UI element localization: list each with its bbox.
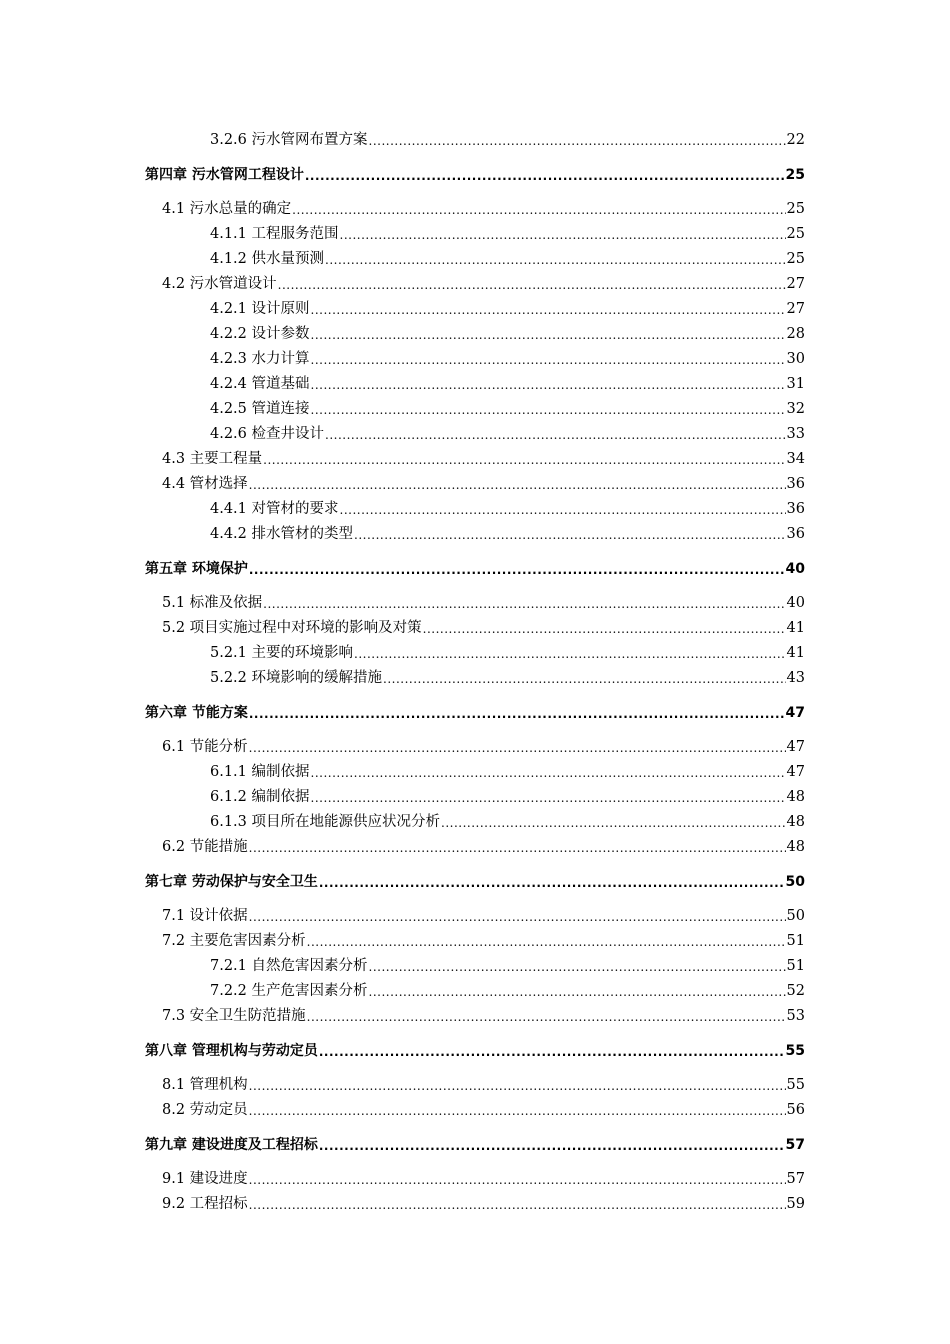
dot-leader [292,202,785,218]
toc-page-number: 30 [786,351,805,367]
dot-leader [340,227,786,243]
dot-leader [249,1078,786,1094]
dot-leader [305,168,785,184]
toc-subsection-entry[interactable] [0,369,950,393]
toc-subsection-entry[interactable] [0,976,950,1000]
toc-entry-title: 8.2 劳动定员 [162,1102,248,1118]
toc-section-entry[interactable] [0,269,950,293]
toc-page-number: 55 [785,1043,805,1059]
toc-entry-title: 4.2.2 设计参数 [210,326,310,342]
toc-subsection-entry[interactable] [0,782,950,806]
toc-subsection-entry[interactable] [0,294,950,318]
toc-chapter-entry[interactable] [0,1130,950,1154]
toc-entry-title: 6.1 节能分析 [162,739,248,755]
dot-leader [319,1044,785,1060]
toc-entry-title: 4.1 污水总量的确定 [162,201,292,217]
toc-page-number: 33 [786,426,805,442]
dot-leader [249,840,786,856]
dot-leader [307,934,786,950]
dot-leader [263,452,785,468]
toc-entry-title: 7.3 安全卫生防范措施 [162,1008,306,1024]
toc-page-number: 36 [786,526,805,542]
toc-entry-title: 4.2.6 检查井设计 [210,426,325,442]
toc-entry-title: 第九章 建设进度及工程招标 [145,1137,318,1153]
dot-leader [325,427,786,443]
toc-page-number: 40 [786,595,805,611]
toc-entry-title: 7.2.2 生产危害因素分析 [210,983,368,999]
dot-leader [369,984,786,1000]
toc-subsection-entry[interactable] [0,807,950,831]
toc-page-number: 22 [786,132,805,148]
toc-entry-title: 6.1.1 编制依据 [210,764,310,780]
toc-chapter-entry[interactable] [0,554,950,578]
toc-subsection-entry[interactable] [0,757,950,781]
toc-section-entry[interactable] [0,901,950,925]
dot-leader [249,1197,786,1213]
toc-page-number: 25 [786,201,805,217]
toc-section-entry[interactable] [0,1001,950,1025]
toc-entry-title: 4.1.2 供水量预测 [210,251,325,267]
dot-leader [325,252,786,268]
toc-entry-title: 4.1.1 工程服务范围 [210,226,339,242]
toc-entry-title: 4.2.5 管道连接 [210,401,310,417]
toc-page-number: 34 [786,451,805,467]
dot-leader [383,671,786,687]
toc-section-entry[interactable] [0,1070,950,1094]
dot-leader [423,621,786,637]
toc-page-number: 25 [786,251,805,267]
toc-page-number: 43 [786,670,805,686]
toc-entry-title: 4.2.4 管道基础 [210,376,310,392]
toc-entry-title: 5.2.1 主要的环境影响 [210,645,354,661]
toc-page-number: 48 [786,789,805,805]
toc-section-entry[interactable] [0,194,950,218]
toc-page-number: 50 [786,908,805,924]
toc-section-entry[interactable] [0,1189,950,1213]
toc-subsection-entry[interactable] [0,244,950,268]
dot-leader [311,377,786,393]
toc-page-number: 48 [786,814,805,830]
toc-chapter-entry[interactable] [0,867,950,891]
dot-leader [311,352,786,368]
toc-entry-title: 9.2 工程招标 [162,1196,248,1212]
toc-page-number: 41 [786,645,805,661]
toc-section-entry[interactable] [0,613,950,637]
dot-leader [249,477,786,493]
toc-subsection-entry[interactable] [0,344,950,368]
toc-page-number: 47 [786,764,805,780]
toc-page-number: 36 [786,501,805,517]
dot-leader [311,302,786,318]
dot-leader [311,327,786,343]
toc-entry-title: 4.2.1 设计原则 [210,301,310,317]
toc-entry-title: 4.4 管材选择 [162,476,248,492]
toc-chapter-entry[interactable] [0,160,950,184]
dot-leader [249,706,785,722]
toc-subsection-entry[interactable] [0,219,950,243]
toc-entry-title: 5.2.2 环境影响的缓解措施 [210,670,383,686]
toc-page-number: 55 [786,1077,805,1093]
toc-subsection-entry[interactable] [0,125,950,149]
toc-entry-title: 7.2 主要危害因素分析 [162,933,306,949]
toc-subsection-entry[interactable] [0,394,950,418]
toc-section-entry[interactable] [0,732,950,756]
toc-entry-title: 6.2 节能措施 [162,839,248,855]
toc-page-number: 27 [786,301,805,317]
toc-subsection-entry[interactable] [0,419,950,443]
dot-leader [354,527,786,543]
dot-leader [340,502,786,518]
toc-page-number: 28 [786,326,805,342]
toc-entry-title: 4.2.3 水力计算 [210,351,310,367]
toc-subsection-entry[interactable] [0,519,950,543]
dot-leader [319,1138,785,1154]
dot-leader [369,959,786,975]
toc-entry-title: 第八章 管理机构与劳动定员 [145,1043,318,1059]
toc-page-number: 52 [786,983,805,999]
toc-entry-title: 8.1 管理机构 [162,1077,248,1093]
toc-entry-title: 5.2 项目实施过程中对环境的影响及对策 [162,620,422,636]
dot-leader [249,740,786,756]
dot-leader [249,909,786,925]
toc-entry-title: 3.2.6 污水管网布置方案 [210,132,368,148]
toc-section-entry[interactable] [0,588,950,612]
toc-page-number: 47 [786,739,805,755]
dot-leader [278,277,786,293]
toc-page-number: 32 [786,401,805,417]
toc-section-entry[interactable] [0,1164,950,1188]
toc-page-number: 25 [786,226,805,242]
toc-entry-title: 4.4.1 对管材的要求 [210,501,339,517]
toc-page-number: 40 [785,561,805,577]
toc-page-number: 51 [786,933,805,949]
dot-leader [319,875,785,891]
toc-section-entry[interactable] [0,469,950,493]
toc-entry-title: 4.2 污水管道设计 [162,276,277,292]
toc-entry-title: 第四章 污水管网工程设计 [145,167,304,183]
toc-page-number: 50 [785,874,805,890]
toc-entry-title: 6.1.2 编制依据 [210,789,310,805]
toc-entry-title: 7.2.1 自然危害因素分析 [210,958,368,974]
toc-subsection-entry[interactable] [0,494,950,518]
toc-section-entry[interactable] [0,832,950,856]
dot-leader [354,646,786,662]
dot-leader [441,815,786,831]
toc-entry-title: 6.1.3 项目所在地能源供应状况分析 [210,814,441,830]
toc-page-number: 47 [785,705,805,721]
dot-leader [263,596,785,612]
toc-page-number: 27 [786,276,805,292]
toc-page-number: 59 [786,1196,805,1212]
dot-leader [311,790,786,806]
toc-entry-title: 9.1 建设进度 [162,1171,248,1187]
toc-entry-title: 5.1 标准及依据 [162,595,263,611]
toc-entry-title: 4.3 主要工程量 [162,451,263,467]
toc-page-number: 48 [786,839,805,855]
dot-leader [311,765,786,781]
toc-entry-title: 第七章 劳动保护与安全卫生 [145,874,318,890]
dot-leader [369,133,786,149]
toc-entry-title: 第六章 节能方案 [145,705,248,721]
toc-subsection-entry[interactable] [0,663,950,687]
toc-page-number: 36 [786,476,805,492]
dot-leader [249,562,785,578]
toc-page-number: 25 [785,167,805,183]
dot-leader [249,1103,786,1119]
dot-leader [307,1009,786,1025]
toc-page-number: 57 [786,1171,805,1187]
toc-subsection-entry[interactable] [0,319,950,343]
toc-subsection-entry[interactable] [0,638,950,662]
dot-leader [311,402,786,418]
toc-page-number: 41 [786,620,805,636]
toc-section-entry[interactable] [0,444,950,468]
toc-section-entry[interactable] [0,926,950,950]
toc-page-number: 51 [786,958,805,974]
toc-section-entry[interactable] [0,1095,950,1119]
toc-page-number: 53 [786,1008,805,1024]
toc-entry-title: 7.1 设计依据 [162,908,248,924]
toc-entry-title: 4.4.2 排水管材的类型 [210,526,354,542]
toc-page-number: 57 [785,1137,805,1153]
toc-chapter-entry[interactable] [0,1036,950,1060]
toc-entry-title: 第五章 环境保护 [145,561,248,577]
toc-subsection-entry[interactable] [0,951,950,975]
toc-page-number: 56 [786,1102,805,1118]
toc-page-number: 31 [786,376,805,392]
dot-leader [249,1172,786,1188]
toc-chapter-entry[interactable] [0,698,950,722]
